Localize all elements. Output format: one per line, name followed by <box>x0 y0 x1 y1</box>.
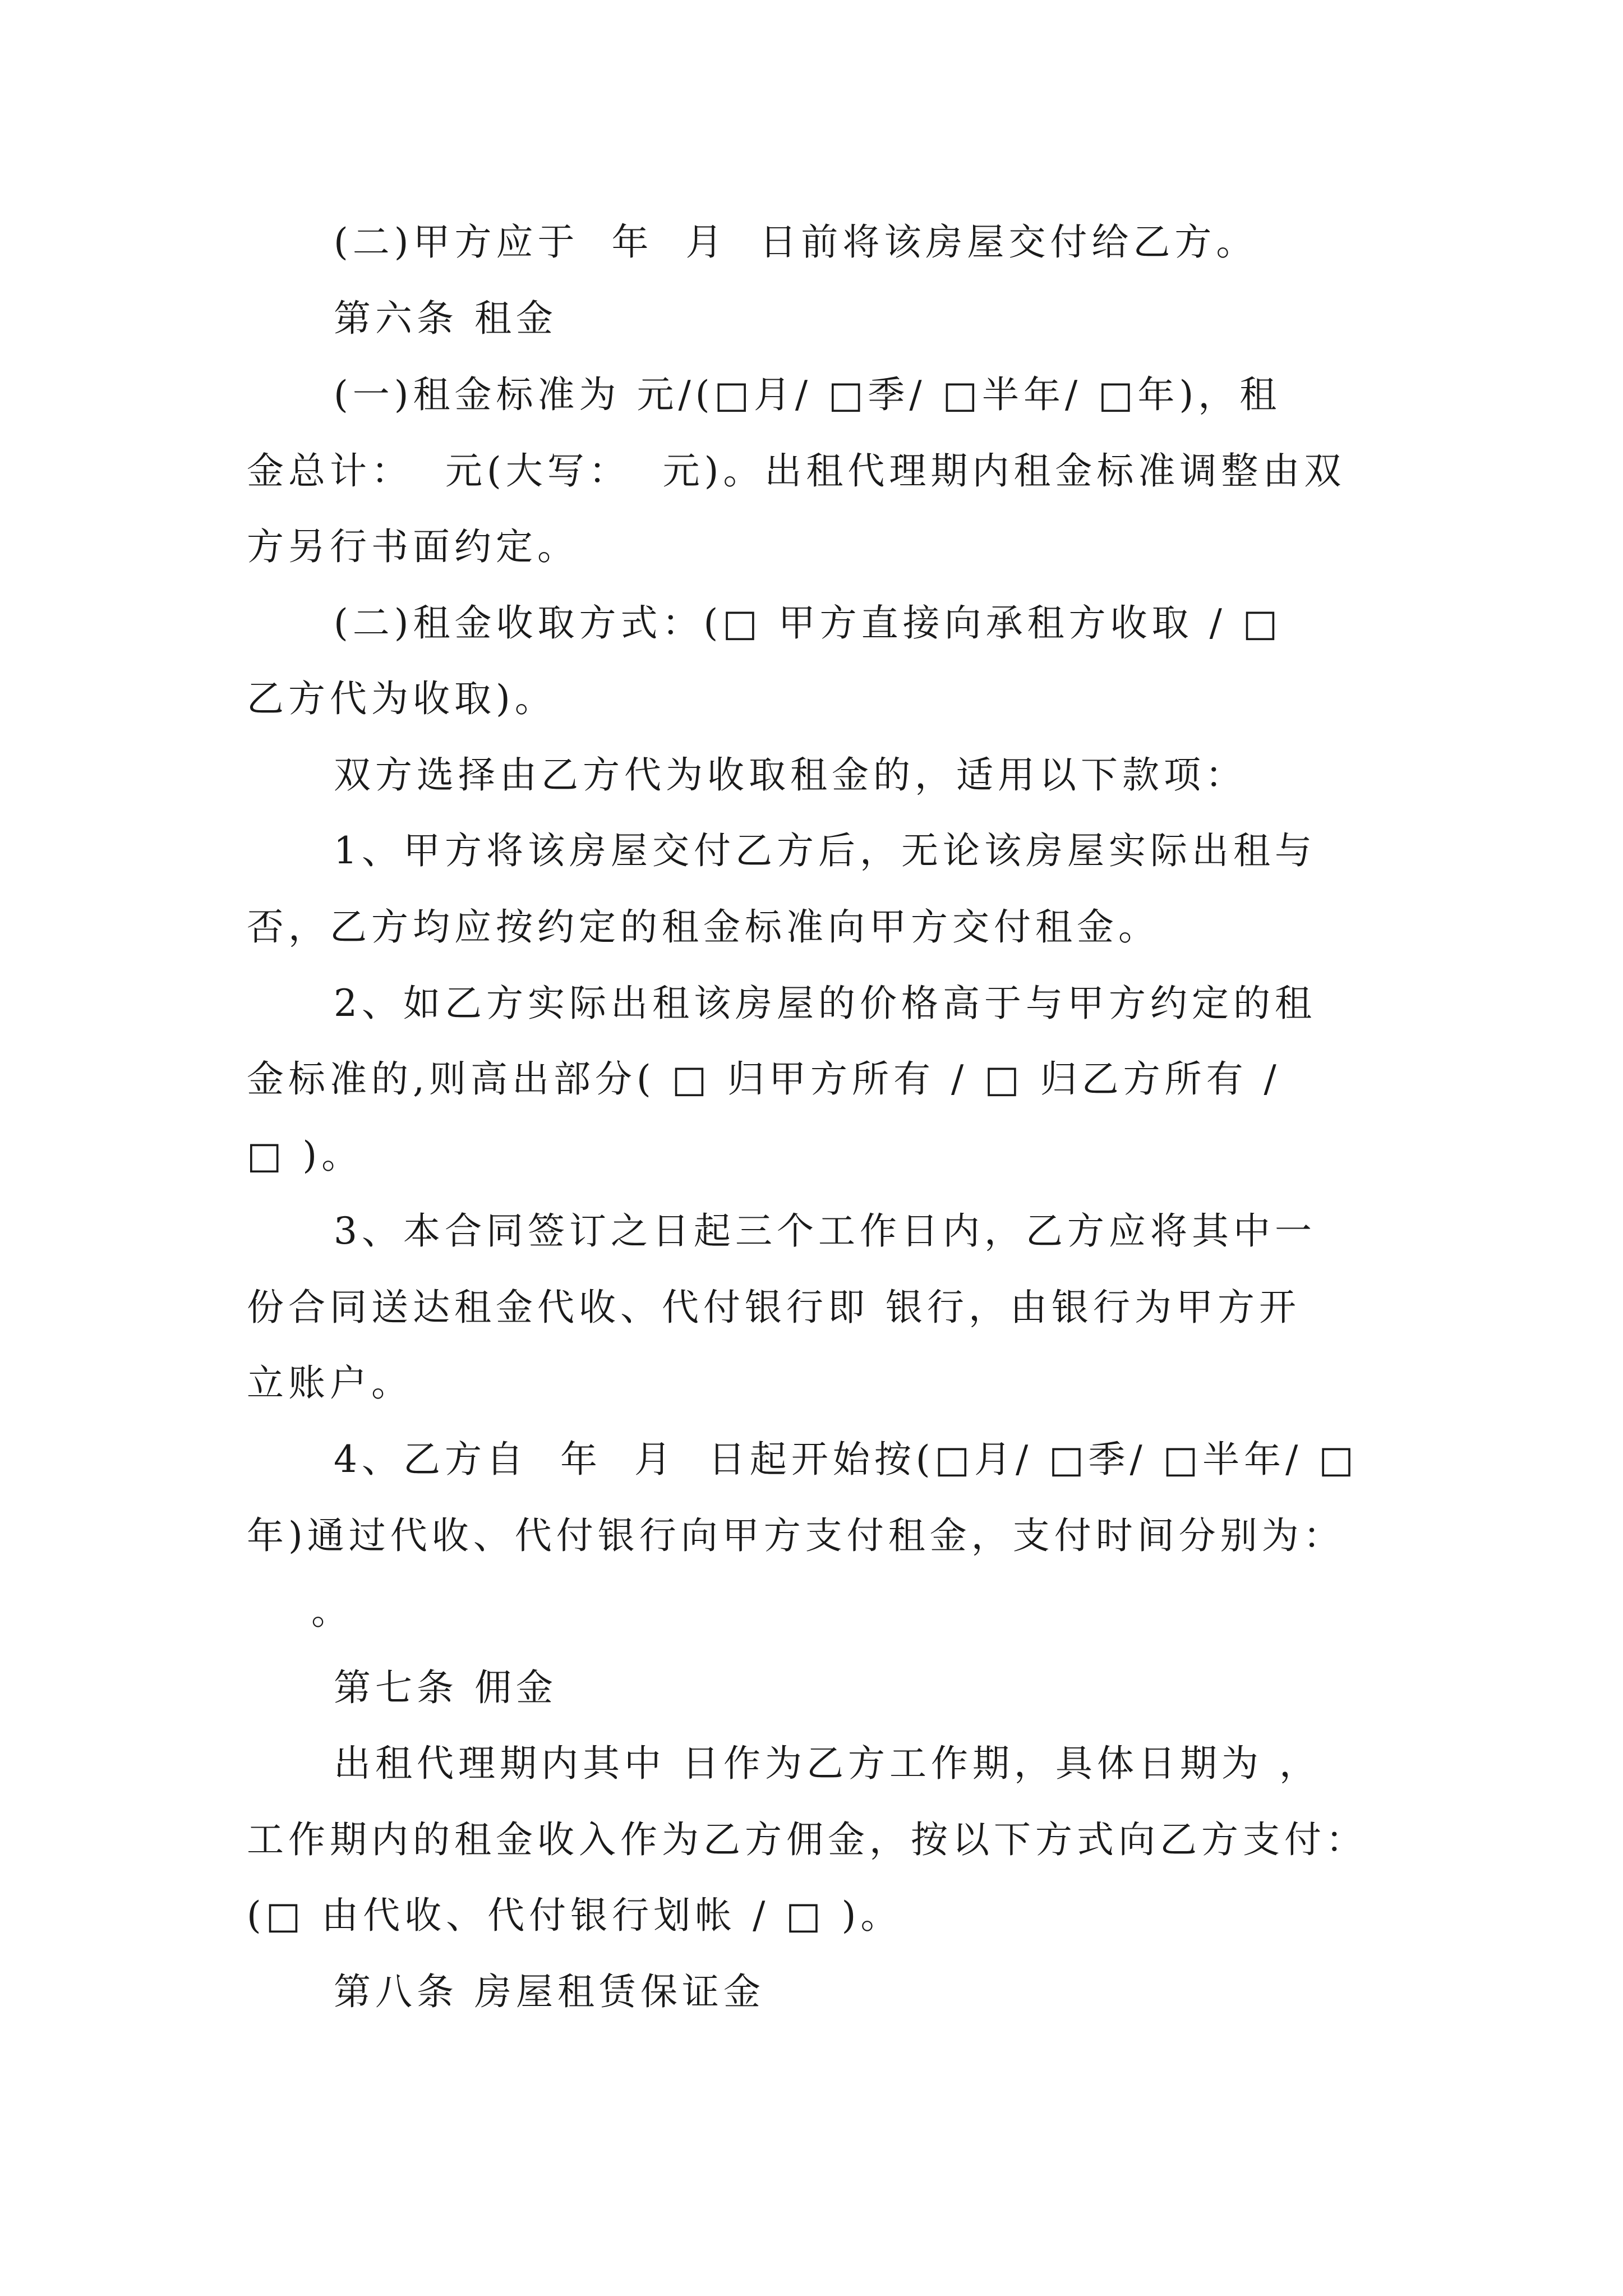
paragraph-line-22: 工作期内的租金收入作为乙方佣金，按以下方式向乙方支付： <box>247 1818 1367 1861</box>
paragraph-line-12: 金标准的,则高出部分( □ 归甲方所有 / □ 归乙方所有 / <box>247 1057 1281 1101</box>
paragraph-line-6: (二)租金收取方式：(□ 甲方直接向承租方收取 / □ <box>334 601 1283 645</box>
section-heading-article-8: 第八条 房屋租赁保证金 <box>334 1970 765 2013</box>
paragraph-line-15: 份合同送达租金代收、代付银行即 银行，由银行为甲方开 <box>247 1286 1301 1329</box>
paragraph-line-19: 。 <box>311 1590 353 1633</box>
paragraph-line-4: 金总计： 元(大写： 元)。出租代理期内租金标准调整由双 <box>247 449 1346 493</box>
paragraph-line-11: 2、如乙方实际出租该房屋的价格高于与甲方约定的租 <box>334 982 1316 1025</box>
paragraph-line-18: 年)通过代收、代付银行向甲方支付租金，支付时间分别为： <box>247 1514 1345 1557</box>
paragraph-line-9: 1、甲方将该房屋交付乙方后，无论该房屋实际出租与 <box>334 829 1316 872</box>
paragraph-line-3: (一)租金标准为 元/(□月/ □季/ □半年/ □年)，租 <box>334 373 1281 416</box>
paragraph-line-8: 双方选择由乙方代为收取租金的，适用以下款项： <box>334 753 1247 797</box>
paragraph-line-21: 出租代理期内其中 日作为乙方工作期，具体日期为 ， <box>334 1742 1321 1785</box>
paragraph-line-14: 3、本合同签订之日起三个工作日内，乙方应将其中一 <box>334 1209 1316 1253</box>
section-heading-article-7: 第七条 佣金 <box>334 1666 557 1709</box>
paragraph-line-1: (二)甲方应于 年 月 日前将该房屋交付给乙方。 <box>334 220 1258 264</box>
section-heading-article-6: 第六条 租金 <box>334 297 557 340</box>
paragraph-line-17: 4、乙方自 年 月 日起开始按(□月/ □季/ □半年/ □ <box>334 1438 1358 1481</box>
paragraph-line-10: 否，乙方均应按约定的租金标准向甲方交付租金。 <box>247 905 1160 949</box>
paragraph-line-7: 乙方代为收取)。 <box>247 677 556 720</box>
paragraph-line-13: □ )。 <box>247 1134 363 1177</box>
paragraph-line-5: 方另行书面约定。 <box>247 525 579 568</box>
paragraph-line-16: 立账户。 <box>247 1361 413 1405</box>
paragraph-line-23: (□ 由代收、代付银行划帐 / □ )。 <box>247 1894 902 1937</box>
